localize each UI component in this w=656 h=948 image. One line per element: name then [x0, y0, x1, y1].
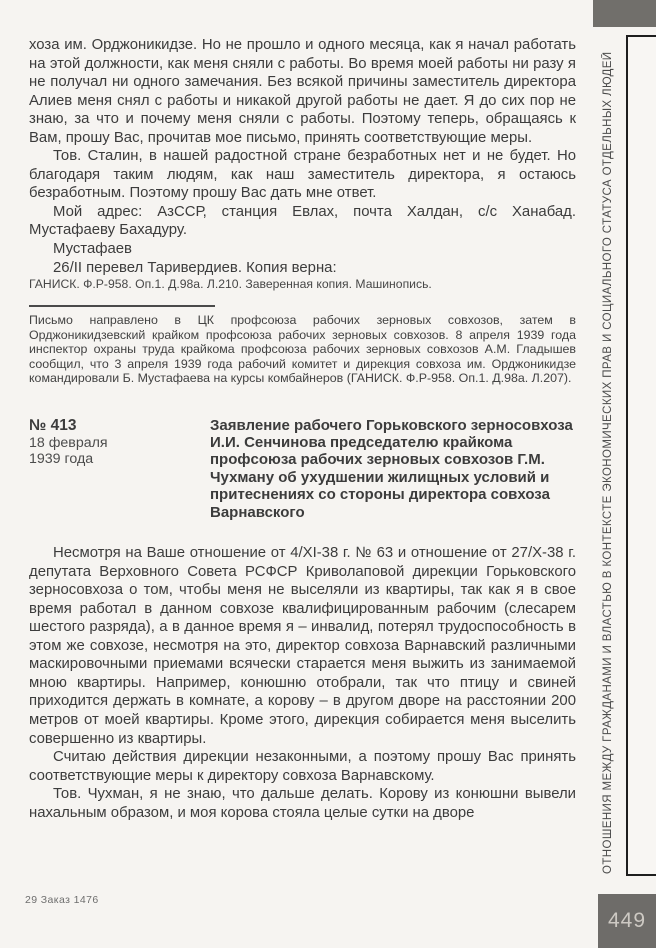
letter-address-line: Мой адрес: АзССР, станция Евлах, почта Халдан, с/с Ханабад. Мустафаеву Бахадуру. — [29, 203, 576, 239]
corner-marker — [593, 0, 656, 27]
document-date-day: 18 февраля — [29, 434, 108, 451]
letter-translation-note: 26/II перевел Таривердиев. Копия верна: — [53, 259, 337, 276]
archival-reference: ГАНИСК. Ф.Р-958. Оп.1. Д.98а. Л.210. Заверенная копия. Машинопись. — [29, 277, 432, 292]
letter-signature: Мустафаев — [53, 241, 132, 258]
document-paragraph: Тов. Чухман, я не знаю, что дальше делать. Корову из конюшни вывели нахальным образом, и моя корова стояла целые сутки на дворе — [29, 786, 576, 821]
document-meta — [29, 417, 210, 521]
adjacent-page-frame — [626, 35, 656, 876]
letter-paragraph: Тов. Сталин, в нашей радостной стране безработных нет и не будет. Но благодаря таким людям, как наш заместитель директора, я остаюсь безработным. Поэтому прошу Вас дать мне ответ. — [29, 148, 576, 202]
section-rubric-vertical: ОТНОШЕНИЯ МЕЖДУ ГРАЖДАНАМИ И ВЛАСТЬЮ В КОНТЕКСТЕ ЭКОНОМИЧЕСКИХ ПРАВ И СОЦИАЛЬНОГО СТАТУСА ОТДЕЛЬНЫХ ЛЮДЕЙ — [602, 51, 614, 874]
document-header — [29, 417, 576, 521]
main-text-column — [29, 36, 576, 822]
footnote-divider — [29, 305, 215, 307]
document-number: № 413 — [29, 416, 77, 434]
document-body — [29, 544, 576, 822]
document-title: Заявление рабочего Горьковского зерносовхоза И.И. Сенчинова председателю крайкома профсоюза рабочих зерновых совхозов Г.М. Чухману об ухудшении жилищных условий и притеснениях со стороны директора совхоза Варнавского — [210, 416, 573, 521]
letter-paragraph: хоза им. Орджоникидзе. Но не прошло и одного месяца, как я начал работать на этой должности, как меня сняли с работы. Во время моей работы ни разу я не получал ни одного замечания. Без всякой причины заместитель директора Алиев меня снял с работы и никакой другой работы не дает. Я до сих пор не знаю, за что и почему меня сняли с работы. Поэтому теперь, обращаясь к Вам, прошу Вас, прочитав мое письмо, принять соответствующие меры. — [29, 37, 576, 146]
document-paragraph: Несмотря на Ваше отношение от 4/XI-38 г. № 63 и отношение от 27/X-38 г. депутата Верховного Совета РСФСР Криволаповой дирекции Горьковского зерносовхоза о том, чтобы меня не выселяли из квартиры, так как я в свое время работал в данном совхозе квалифицированным рабочим (слесарем шестого разряда), а в данное время я – инвалид, потерял трудоспособность в этом же совхозе, несмотря на это, директор совхоза Варнавский различными маскировочными приемами всячески старается меня выжить из занимаемой мною квартиры. Например, конюшню отобрали, так что птицу и свиней приходится держать в комнате, а корову – в другом дворе на расстоянии 200 метров от моей квартиры. Кроме этого, дирекция собирается меня выселить совершенно из квартиры. — [29, 545, 576, 747]
print-order-note: 29 Заказ 1476 — [25, 894, 99, 906]
page-number-badge: 449 — [598, 894, 656, 948]
footnote-text: Письмо направлено в ЦК профсоюза рабочих зерновых совхозов, затем в Орджоникидзевский крайком профсоюза рабочих зерновых совхозов. 8 апреля 1939 года инспектор охраны труда крайкома профсоюза рабочих зерновых совхозов А.М. Гладышев сообщил, что 3 апреля 1939 года рабочий комитет и дирекция совхоза им. Орджоникидзе командировали Б. Мустафаева на курсы комбайнеров (ГАНИСК. Ф.Р-958. Оп.1. Д.98а. Л.207). — [29, 313, 576, 386]
document-paragraph: Считаю действия дирекции незаконными, а поэтому прошу Вас принять соответствующие меры к директору совхоза Варнавскому. — [29, 749, 576, 784]
document-date-year: 1939 года — [29, 451, 94, 468]
